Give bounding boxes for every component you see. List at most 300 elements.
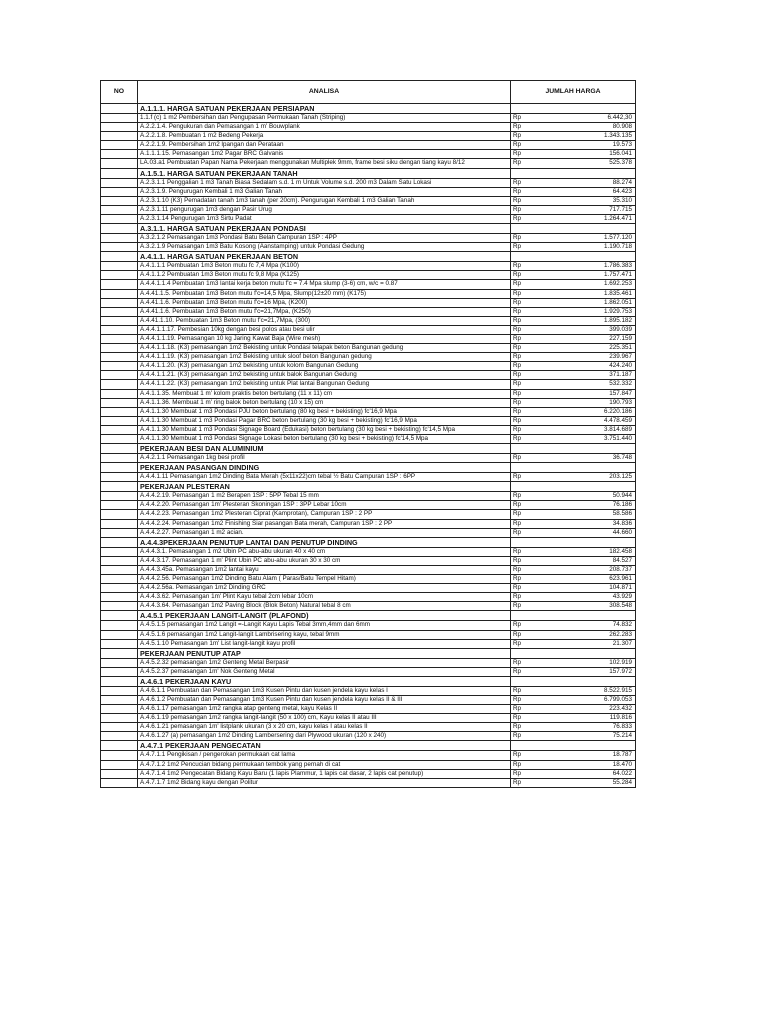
item-description: A.4.4.2.19. Pemasangan 1 m2 Berapen 1SP : 5PP Tebal 15 mm [138,492,511,501]
row-no-cell [101,271,138,280]
price-value: 225.351 [555,344,636,353]
section-title: A.4.7.1 PEKERJAAN PENGECATAN [138,741,511,751]
price-value: 1.895.182 [555,316,636,325]
price-value: 6.799.053 [555,695,636,704]
price-value [555,741,636,751]
price-value: 424.240 [555,362,636,371]
currency-label: Rp [511,602,555,611]
currency-label: Rp [511,398,555,407]
section-title: A.3.1.1. HARGA SATUAN PEKERJAAN PONDASI [138,224,511,234]
currency-label: Rp [511,435,555,444]
price-value: 157.972 [555,667,636,676]
row-no-cell [101,565,138,574]
table-row [101,760,636,769]
table-row [101,732,636,741]
section-title: A.1.1.1. HARGA SATUAN PEKERJAAN PERSIAPAN [138,104,511,114]
currency-label: Rp [511,380,555,389]
currency-label [511,537,555,547]
item-description: A.3.2.1.9 Pemasangan 1m3 Batu Kosong (Aanstamping) untuk Pondasi Gedung [138,243,511,252]
price-value: 104.871 [555,584,636,593]
price-value [555,482,636,492]
item-description: A.2.2.1.4. Pengukuran dan Pemasangan 1 m' Bouwplank [138,123,511,132]
item-description: A.4.1.1.2 Pembuatan 1m3 Beton mutu fc 9,8 Mpa (K125) [138,271,511,280]
row-no-cell [101,686,138,695]
section-title: A.4.5.1 PEKERJAAN LANGIT-LANGIT (PLAFOND) [138,611,511,621]
price-value: 8.522.915 [555,686,636,695]
table-row [101,380,636,389]
item-description: LA.03.a1 Pembuatan Papan Nama Pekerjaan menggunakan Multiplek 9mm, frame besi siku dengan tiang kayu 8/12 [138,159,511,168]
table-row [101,492,636,501]
item-description: A.4.4.1.1.21. (K3) pemasangan 1m2 bekisting untuk balok Bangunan Gedung [138,371,511,380]
currency-label: Rp [511,271,555,280]
item-description: A.4.6.1.19 pemasangan 1m2 rangka langit-langit (50 x 100) cm, Kayu kelas II atau III [138,714,511,723]
currency-label [511,252,555,262]
section-title: A.4.4.3PEKERJAAN PENUTUP LANTAI DAN PENUTUP DINDING [138,537,511,547]
section-heading-row [101,648,636,658]
currency-label [511,482,555,492]
row-no-cell [101,407,138,416]
item-description: A.2.2.1.9. Pembersihan 1m2 lpangan dan Perataan [138,141,511,150]
table-row [101,214,636,223]
section-heading-row [101,224,636,234]
item-description: A.4.4.1.1.19. (K3) pemasangan 1m2 Bekisting untuk sloof beton Bangunan gedung [138,353,511,362]
price-value: 43.929 [555,593,636,602]
price-value: 36.748 [555,454,636,463]
table-row [101,271,636,280]
price-value: 1.786.383 [555,262,636,271]
item-description: A.4.41.1.10. Pembuatan 1m3 Beton mutu f'c=21,7Mpa, (300) [138,316,511,325]
row-no-cell [101,389,138,398]
price-value: 717.715 [555,205,636,214]
row-no-cell [101,168,138,178]
currency-label: Rp [511,621,555,630]
price-value [555,168,636,178]
price-value: 3.814.689 [555,425,636,434]
currency-label: Rp [511,280,555,289]
price-value: 399.039 [555,325,636,334]
table-row [101,307,636,316]
price-value: 18.470 [555,760,636,769]
table-row [101,584,636,593]
row-no-cell [101,611,138,621]
price-value: 4.478.459 [555,416,636,425]
item-description: A.4.41.1.5. Pembuatan 1m3 Beton mutu f'c=14,5 Mpa, Slump(12±20 mm) (K175) [138,289,511,298]
item-description: A.4.4.3.62. Pemasangan 1m' Plint Kayu tebal 2cm lebar 10cm [138,593,511,602]
price-value: 239.967 [555,353,636,362]
table-row [101,714,636,723]
item-description: A.4.7.1.1 Pengikisan / pengerokan permukaan cat lama [138,751,511,760]
currency-label: Rp [511,705,555,714]
price-value: 203.125 [555,473,636,482]
row-no-cell [101,224,138,234]
row-no-cell [101,537,138,547]
table-row [101,501,636,510]
price-value: 55.284 [555,778,636,787]
table-body [101,104,636,788]
item-description: A.4.41.1.6. Pembuatan 1m3 Beton mutu f'c=16 Mpa, (K200) [138,298,511,307]
row-no-cell [101,435,138,444]
item-description: A.4.5.2.37 pemasangan 1m' Nok Genteng Metal [138,667,511,676]
row-no-cell [101,621,138,630]
item-description: A.4.7.1.7 1m2 Bidang kayu dengan Politur [138,778,511,787]
row-no-cell [101,141,138,150]
row-no-cell [101,630,138,639]
row-no-cell [101,510,138,519]
row-no-cell [101,316,138,325]
item-description: A.4.1.1.35. Membuat 1 m' kolom praktis beton bertulang (11 x 11) cm [138,389,511,398]
currency-label: Rp [511,667,555,676]
price-value: 6.442,30 [555,114,636,123]
item-description: A.4.1.1.1 Pembuatan 1m3 Beton mutu fc 7,4 Mpa (K100) [138,262,511,271]
price-value: 34.836 [555,519,636,528]
section-title: A.4.1.1. HARGA SATUAN PEKERJAAN BETON [138,252,511,262]
currency-label: Rp [511,639,555,648]
row-no-cell [101,593,138,602]
currency-label: Rp [511,132,555,141]
section-heading-row [101,168,636,178]
row-no-cell [101,289,138,298]
row-no-cell [101,676,138,686]
row-no-cell [101,187,138,196]
table-row [101,289,636,298]
currency-label: Rp [511,362,555,371]
price-value: 58.586 [555,510,636,519]
table-row [101,621,636,630]
row-no-cell [101,482,138,492]
currency-label [511,611,555,621]
row-no-cell [101,501,138,510]
table-row [101,667,636,676]
item-description: A.4.4.1.1.4 Pembuatan 1m3 lantai kerja beton mutu f'c = 7.4 Mpa slump (3-6) cm, w/c = 0.87 [138,280,511,289]
item-description: A.4.4.2.23. Pemasangan 1m2 Plesteran Ciprat (Kamprotan), Campuran 1SP : 2 PP [138,510,511,519]
row-no-cell [101,150,138,159]
currency-label: Rp [511,316,555,325]
price-value: 1.835.461 [555,289,636,298]
table-row [101,298,636,307]
table-row [101,159,636,168]
section-title: A.1.5.1. HARGA SATUAN PEKERJAAN TANAH [138,168,511,178]
price-value: 88.274 [555,178,636,187]
currency-label: Rp [511,114,555,123]
item-description: A.4.1.1.30 Membuat 1 m3 Pondasi PJU beton bertulang (80 kg besi + bekisting) fc'16,9 Mpa [138,407,511,416]
row-no-cell [101,667,138,676]
price-value: 102.919 [555,658,636,667]
item-description: A.4.1.1.36. Membuat 1 m' ring balok beton bertulang (10 x 15) cm [138,398,511,407]
section-title: PEKERJAAN PLESTERAN [138,482,511,492]
header-no: NO [101,81,138,104]
currency-label [511,224,555,234]
currency-label: Rp [511,407,555,416]
currency-label: Rp [511,501,555,510]
table-row [101,178,636,187]
currency-label: Rp [511,510,555,519]
currency-label: Rp [511,298,555,307]
price-value: 64.423 [555,187,636,196]
header-jumlah-harga: JUMLAH HARGA [511,81,636,104]
item-description: A.4.4.1.11 Pemasangan 1m2 Dinding Bata Merah (5x11x22)cm tebal ½ Batu Campuran 1SP : 6PP [138,473,511,482]
price-value: 190.793 [555,398,636,407]
row-no-cell [101,196,138,205]
row-no-cell [101,344,138,353]
item-description: A.2.3.1.9. Pengurugan Kembali 1 m3 Galian Tanah [138,187,511,196]
currency-label [511,444,555,454]
price-value [555,611,636,621]
currency-label: Rp [511,723,555,732]
price-value: 76.186 [555,501,636,510]
row-no-cell [101,723,138,732]
section-heading-row [101,482,636,492]
item-description: A.4.4.1.1.18. (K3) pemasangan 1m2 Bekisting untuk Pondasi telapak beton Bangunan gedung [138,344,511,353]
price-value: 1.264.471 [555,214,636,223]
item-description: A.4.41.1.6. Pembuatan 1m3 Beton mutu f'c=21,7Mpa, (K250) [138,307,511,316]
price-value: 156.041 [555,150,636,159]
price-value: 182.458 [555,547,636,556]
currency-label: Rp [511,760,555,769]
price-value: 50.944 [555,492,636,501]
item-description: A.2.3.1.10 (K3) Pemadatan tanah 1m3 tanah (per 20cm). Pengurugan Kembali 1 m3 Galian Tanah [138,196,511,205]
row-no-cell [101,362,138,371]
table-row [101,593,636,602]
row-no-cell [101,528,138,537]
currency-label: Rp [511,519,555,528]
section-heading-row [101,741,636,751]
currency-label: Rp [511,425,555,434]
price-value: 84.527 [555,556,636,565]
currency-label: Rp [511,416,555,425]
row-no-cell [101,732,138,741]
row-no-cell [101,214,138,223]
section-heading-row [101,676,636,686]
currency-label: Rp [511,658,555,667]
price-value: 21.307 [555,639,636,648]
table-row [101,556,636,565]
table-row [101,344,636,353]
row-no-cell [101,353,138,362]
table-row [101,334,636,343]
currency-label: Rp [511,778,555,787]
row-no-cell [101,325,138,334]
price-value: 119.816 [555,714,636,723]
currency-label: Rp [511,289,555,298]
currency-label: Rp [511,159,555,168]
item-description: A.4.6.1.27 (a) pemasangan 1m2 Dinding Lambersering dari Plywood ukuran (120 x 240) [138,732,511,741]
table-header-row [101,81,636,104]
table-row [101,187,636,196]
currency-label: Rp [511,630,555,639]
currency-label: Rp [511,454,555,463]
item-description: A.2.3.1.1 Penggalian 1 m3 Tanah Biasa Sedalam s.d. 1 m Untuk Volume s.d. 200 m3 Dalam Satu Lokasi [138,178,511,187]
section-title: A.4.6.1 PEKERJAAN KAYU [138,676,511,686]
row-no-cell [101,262,138,271]
item-description: A.4.4.2.56a. Pemasangan 1m2 Dinding GRC [138,584,511,593]
row-no-cell [101,243,138,252]
row-no-cell [101,769,138,778]
table-row [101,132,636,141]
row-no-cell [101,695,138,704]
section-title: PEKERJAAN PASANGAN DINDING [138,463,511,473]
currency-label [511,104,555,114]
row-no-cell [101,658,138,667]
row-no-cell [101,425,138,434]
row-no-cell [101,648,138,658]
table-row [101,723,636,732]
row-no-cell [101,444,138,454]
item-description: A.4.4.2.27. Pemasangan 1 m2 acian. [138,528,511,537]
row-no-cell [101,159,138,168]
table-row [101,389,636,398]
price-value: 525.378 [555,159,636,168]
item-description: A.4.4.3.1. Pemasangan 1 m2 Ubin PC abu-abu ukuran 40 x 40 cm [138,547,511,556]
table-row [101,769,636,778]
currency-label: Rp [511,187,555,196]
table-row [101,751,636,760]
price-value [555,444,636,454]
table-row [101,362,636,371]
currency-label: Rp [511,769,555,778]
row-no-cell [101,778,138,787]
price-value: 80.908 [555,123,636,132]
price-value: 1.929.753 [555,307,636,316]
row-no-cell [101,114,138,123]
table-row [101,473,636,482]
row-no-cell [101,547,138,556]
currency-label: Rp [511,150,555,159]
row-no-cell [101,714,138,723]
currency-label: Rp [511,214,555,223]
item-description: A.4.4.3.17. Pemasangan 1 m' Plint Ubin PC abu-abu ukuran 30 x 30 cm [138,556,511,565]
table-row [101,123,636,132]
table-row [101,425,636,434]
price-value: 532.332 [555,380,636,389]
item-description: A.4.4.1.1.22. (K3) pemasangan 1m2 bekisting untuk Plat lantai Bangunan Gedung [138,380,511,389]
table-row [101,630,636,639]
row-no-cell [101,123,138,132]
table-row [101,114,636,123]
currency-label: Rp [511,262,555,271]
item-description: A.4.2.1.1 Pemasangan 1kg besi profil [138,454,511,463]
price-value: 44.660 [555,528,636,537]
item-description: A.1.1.1.15. Pemasangan 1m2 Pagar BRC Galvanis [138,150,511,159]
currency-label: Rp [511,492,555,501]
currency-label: Rp [511,243,555,252]
table-row [101,639,636,648]
table-row [101,575,636,584]
table-row [101,695,636,704]
table-row [101,510,636,519]
table-row [101,234,636,243]
currency-label: Rp [511,205,555,214]
item-description: A.4.4.1.1.20. (K3) pemasangan 1m2 bekisting untuk kolom Bangunan Gedung [138,362,511,371]
item-description: A.2.3.1.14 Pengurugan 1m3 Sirtu Padat [138,214,511,223]
currency-label: Rp [511,325,555,334]
item-description: A.4.5.1.5 pemasangan 1m2 Langit =-Langit Kayu Lapis Tebal 3mm,4mm dan 6mm [138,621,511,630]
row-no-cell [101,454,138,463]
row-no-cell [101,751,138,760]
currency-label [511,648,555,658]
price-value: 1.577.120 [555,234,636,243]
row-no-cell [101,760,138,769]
item-description: A.4.1.1.30 Membuat 1 m3 Pondasi Signage Lokasi beton bertulang (30 kg besi + bekisting) fc'14,5 Mpa [138,435,511,444]
row-no-cell [101,371,138,380]
table-row [101,280,636,289]
table-row [101,325,636,334]
price-value [555,537,636,547]
row-no-cell [101,307,138,316]
price-value: 1.862.051 [555,298,636,307]
price-value: 76.833 [555,723,636,732]
table-row [101,778,636,787]
table-row [101,435,636,444]
section-heading-row [101,611,636,621]
row-no-cell [101,104,138,114]
currency-label: Rp [511,732,555,741]
section-heading-row [101,444,636,454]
currency-label: Rp [511,334,555,343]
currency-label: Rp [511,234,555,243]
currency-label [511,676,555,686]
currency-label: Rp [511,593,555,602]
row-no-cell [101,178,138,187]
table-row [101,262,636,271]
item-description: A.4.5.2.32 pemasangan 1m2 Genteng Metal Berpasir [138,658,511,667]
row-no-cell [101,741,138,751]
item-description: A.4.1.1.30 Membuat 1 m3 Pondasi Signage Board (Edukasi) beton bertulang (30 kg besi + bekisting) fc'14,5 Mpa [138,425,511,434]
currency-label: Rp [511,575,555,584]
price-value: 223.432 [555,705,636,714]
row-no-cell [101,519,138,528]
currency-label: Rp [511,584,555,593]
currency-label: Rp [511,547,555,556]
currency-label: Rp [511,686,555,695]
row-no-cell [101,639,138,648]
currency-label: Rp [511,389,555,398]
item-description: A.4.4.1.1.19. Pemasangan 10 kg Jaring Kawat Baja (Wire mesh) [138,334,511,343]
price-value [555,648,636,658]
table-row [101,454,636,463]
row-no-cell [101,298,138,307]
row-no-cell [101,234,138,243]
currency-label: Rp [511,371,555,380]
table-row [101,205,636,214]
item-description: A.4.4.2.20. Pemasangan 1m' Plesteran Skoningan 1SP : 3PP Lebar 10cm [138,501,511,510]
row-no-cell [101,705,138,714]
price-value: 18.787 [555,751,636,760]
table-row [101,658,636,667]
item-description: A.4.7.1.4 1m2 Pengecatan Bidang Kayu Baru (1 lapis Plammur, 1 lapis cat dasar, 2 lapis cat penutup) [138,769,511,778]
price-value: 371.187 [555,371,636,380]
currency-label: Rp [511,141,555,150]
item-description: A.4.4.3.64. Pemasangan 1m2 Paving Block (Blok Beton) Natural tebal 8 cm [138,602,511,611]
row-no-cell [101,602,138,611]
price-value: 3.751.440 [555,435,636,444]
item-description: A.4.4.2.24. Pemasangan 1m2 Finishing Siar pasangan Bata merah, Campuran 1SP : 2 PP [138,519,511,528]
currency-label: Rp [511,473,555,482]
item-description: A.4.4.3.45a. Pemasangan 1m2 lantai kayu [138,565,511,574]
row-no-cell [101,132,138,141]
currency-label: Rp [511,714,555,723]
price-value: 623.961 [555,575,636,584]
price-value: 19.573 [555,141,636,150]
table-row [101,316,636,325]
item-description: A.4.6.1.2 Pembuatan dan Pemasangan 1m3 Kusen Pintu dan kusen jendela kayu kelas II & III [138,695,511,704]
row-no-cell [101,205,138,214]
currency-label: Rp [511,556,555,565]
currency-label: Rp [511,695,555,704]
price-value: 308.548 [555,602,636,611]
table-row [101,407,636,416]
item-description: A.2.3.1.11 pengurugan 1m3 dengan Pasir Urug [138,205,511,214]
item-description: A.4.6.1.17 pemasangan 1m2 rangka atap genteng metal, kayu Kelas II [138,705,511,714]
